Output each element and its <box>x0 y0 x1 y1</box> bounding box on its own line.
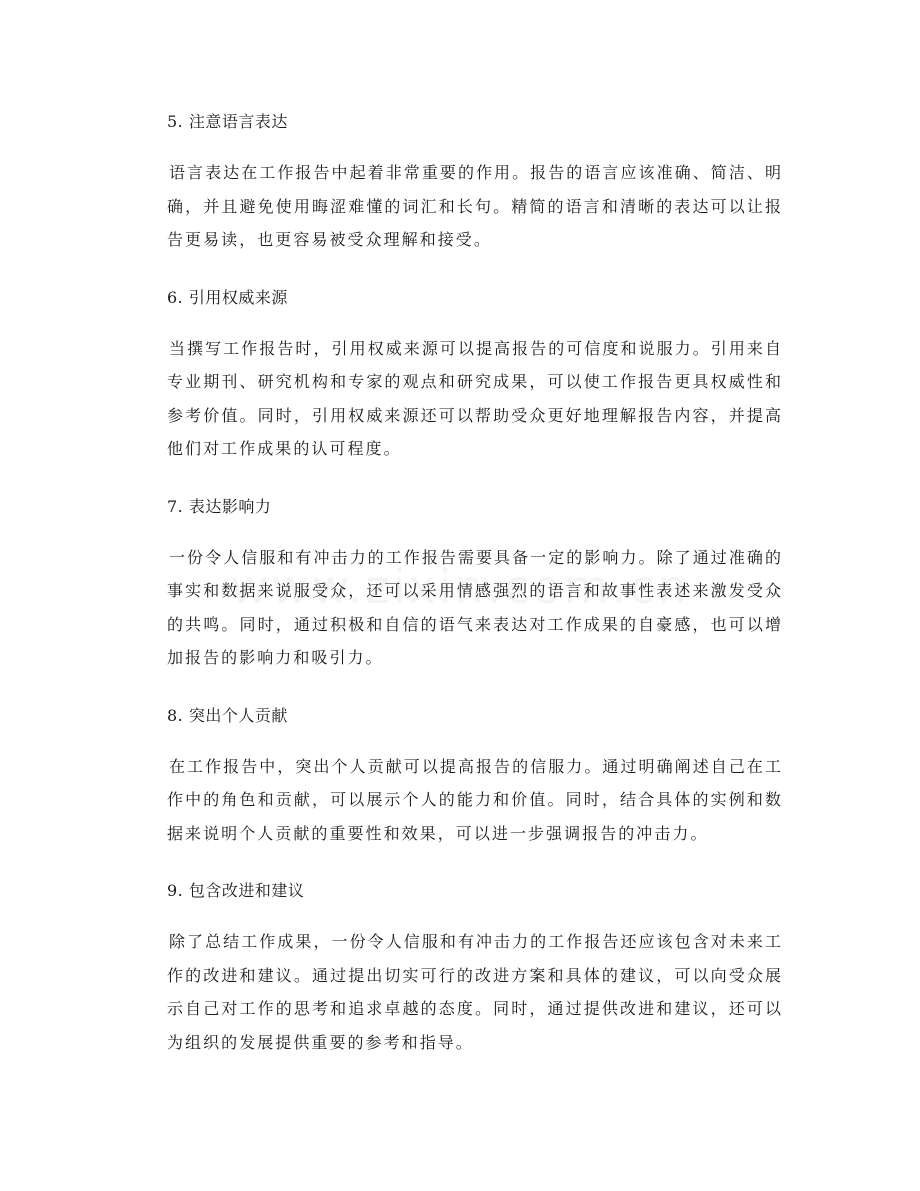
section-paragraph-7: 一份令人信服和有冲击力的工作报告需要具备一定的影响力。除了通过准确的事实和数据来说服受众，还可以采用情感强烈的语言和故事性表述来激发受众的共鸣。同时，通过积极和自信的语气来表达对工作成果的自豪感，也可以增加报告的影响力和吸引力。 <box>167 547 783 667</box>
section-heading-6: 6. 引用权威来源 <box>167 287 288 307</box>
section-heading-8: 8. 突出个人贡献 <box>167 705 288 725</box>
section-paragraph-6: 当撰写工作报告时，引用权威来源可以提高报告的可信度和说服力。引用来自专业期刊、研究机构和专家的观点和研究成果，可以使工作报告更具权威性和参考价值。同时，引用权威来源还可以帮助受众更好地理解报告内容，并提高他们对工作成果的认可程度。 <box>167 338 783 458</box>
document-body <box>167 104 783 1082</box>
section-paragraph-9: 除了总结工作成果，一份令人信服和有冲击力的工作报告还应该包含对未来工作的改进和建议。通过提出切实可行的改进方案和具体的建议，可以向受众展示自己对工作的思考和追求卓越的态度。同时，通过提供改进和建议，还可以为组织的发展提供重要的参考和指导。 <box>167 932 783 1052</box>
section-paragraph-5: 语言表达在工作报告中起着非常重要的作用。报告的语言应该准确、简洁、明确，并且避免使用晦涩难懂的词汇和长句。精简的语言和清晰的表达可以让报告更易读，也更容易被受众理解和接受。 <box>167 163 783 249</box>
section-heading-9: 9. 包含改进和建议 <box>167 881 305 900</box>
section-heading-7: 7. 表达影响力 <box>167 496 272 516</box>
section-heading-5: 5. 注意语言表达 <box>167 112 288 131</box>
section-paragraph-8: 在工作报告中，突出个人贡献可以提高报告的信服力。通过明确阐述自己在工作中的角色和贡献，可以展示个人的能力和价值。同时，结合具体的实例和数据来说明个人贡献的重要性和效果，可以进一步强调报告的冲击力。 <box>167 756 783 843</box>
